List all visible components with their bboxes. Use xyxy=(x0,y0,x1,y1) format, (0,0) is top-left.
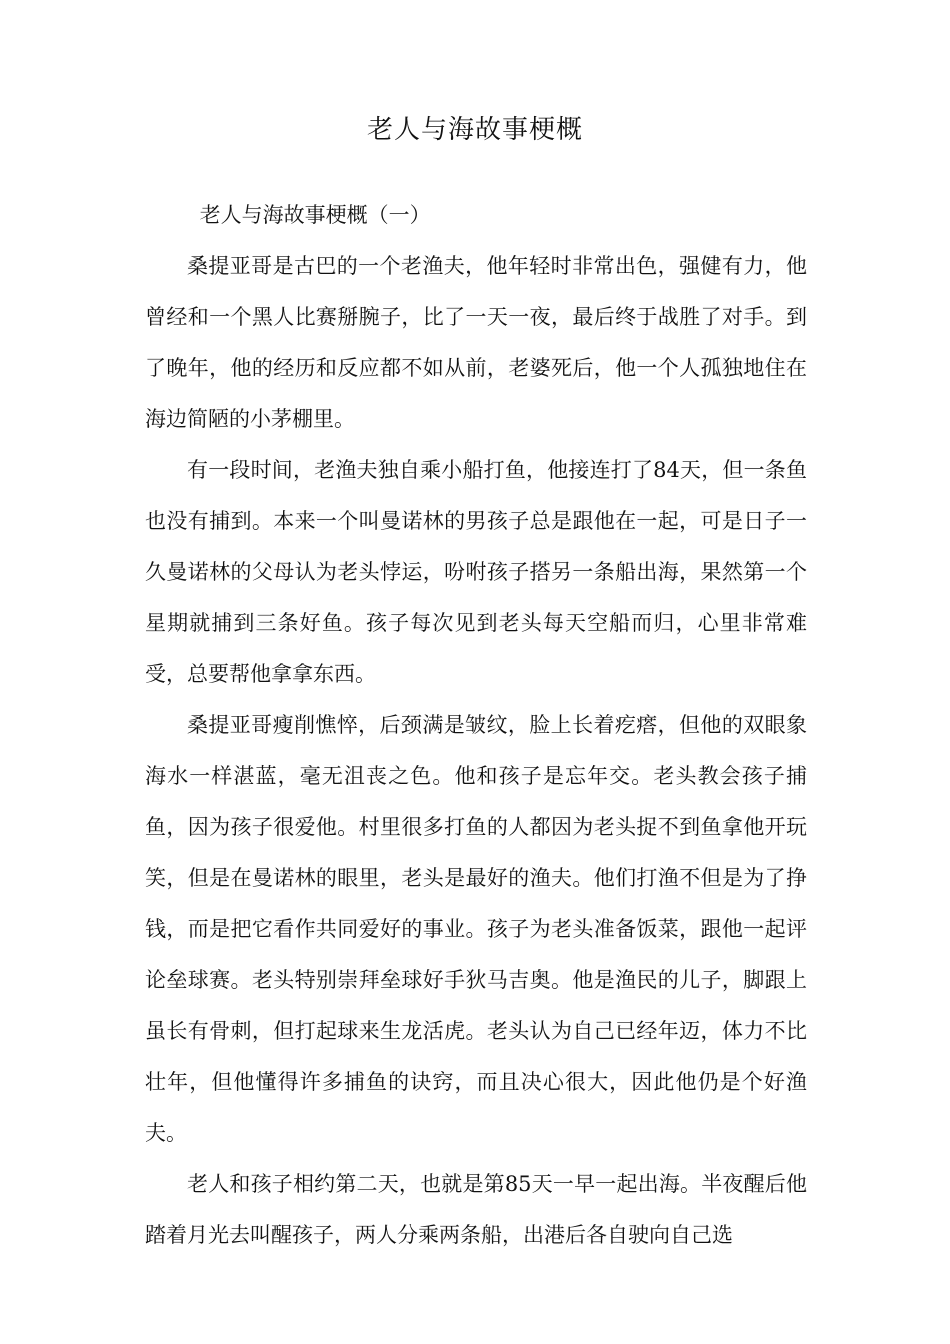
document-title: 老人与海故事梗概 xyxy=(366,115,583,145)
paragraph-2: 有一段时间，老渔夫独自乘小船打鱼，他接连打了84天，但一条鱼也没有捕到。本来一个叫曼诺林的男孩子总是跟他在一起，可是日子一久曼诺林的父母认为老头悖运，吩咐孩子搭另一条船出海，果然第一个星期就捕到三条好鱼。孩子每次见到老头每天空船而归，心里非常难受，总要帮他拿拿东西。 xyxy=(145,458,807,686)
section-subtitle: 老人与海故事梗概（一） xyxy=(199,203,431,227)
paragraph-1: 桑提亚哥是古巴的一个老渔夫，他年轻时非常出色，强健有力，他曾经和一个黑人比赛掰腕子，比了一天一夜，最后终于战胜了对手。到了晚年，他的经历和反应都不如从前，老婆死后，他一个人孤独地住在海边简陋的小茅棚里。 xyxy=(145,254,807,431)
document-body xyxy=(145,190,807,1261)
paragraph-3: 桑提亚哥瘦削憔悴，后颈满是皱纹，脸上长着疙瘩，但他的双眼象海水一样湛蓝，毫无沮丧之色。他和孩子是忘年交。老头教会孩子捕鱼，因为孩子很爱他。村里很多打鱼的人都因为老头捉不到鱼拿他开玩笑，但是在曼诺林的眼里，老头是最好的渔夫。他们打渔不但是为了挣钱，而是把它看作共同爱好的事业。孩子为老头准备饭菜，跟他一起评论垒球赛。老头特别崇拜垒球好手狄马吉奥。他是渔民的儿子，脚跟上虽长有骨刺，但打起球来生龙活虎。老头认为自己已经年迈，体力不比壮年，但他懂得许多捕鱼的诀窍，而且决心很大，因此他仍是个好渔夫。 xyxy=(145,713,807,1145)
paragraph-4: 老人和孩子相约第二天，也就是第85天一早一起出海。半夜醒后他踏着月光去叫醒孩子，两人分乘两条船，出港后各自驶向自己选 xyxy=(145,1172,807,1247)
